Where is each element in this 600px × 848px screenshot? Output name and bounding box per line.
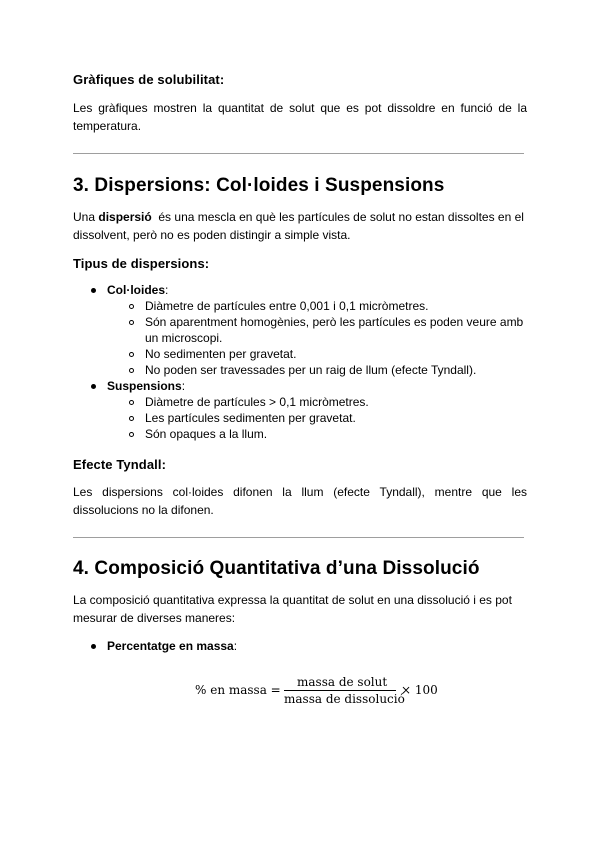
- section-4-title: 4. Composició Quantitativa d’una Dissolució: [73, 558, 480, 579]
- solubility-heading: Gràfiques de solubilitat:: [73, 72, 225, 87]
- divider: [73, 153, 524, 154]
- suspensions-item: Les partícules sedimenten per gravetat.: [145, 411, 356, 425]
- suspensions-label: Suspensions:: [107, 379, 186, 393]
- colloids-item: No sedimenten per gravetat.: [145, 347, 297, 361]
- colloids-item: Diàmetre de partícules entre 0,001 i 0,1 micròmetres.: [145, 299, 429, 313]
- sub-bullet: [129, 320, 134, 325]
- formula-factor: × 100: [401, 683, 438, 697]
- term-dispersio: dispersió: [98, 210, 152, 224]
- bullet-dot: [91, 384, 96, 389]
- suspensions-item: Diàmetre de partícules > 0,1 micròmetres.: [145, 395, 369, 409]
- sub-bullet: [129, 432, 134, 437]
- formula-lhs: % en massa =: [195, 683, 281, 697]
- bullet-dot: [91, 288, 96, 293]
- tyndall-text: Les dispersions col·loides difonen la llum (efecte Tyndall), mentre que les dissolucions no la difonen.: [73, 485, 527, 517]
- bullet-dot: [91, 644, 96, 649]
- tyndall-heading: Efecte Tyndall:: [73, 457, 167, 472]
- formula-denominator: massa de dissolució: [284, 692, 405, 706]
- sub-bullet: [129, 304, 134, 309]
- fraction-bar: [284, 690, 396, 691]
- colloids-item: Són aparentment homogènies, però les partícules es poden veure amb un microscopi.: [145, 315, 524, 345]
- formula-numerator: massa de solut: [297, 675, 388, 689]
- sub-bullet: [129, 416, 134, 421]
- divider: [73, 537, 524, 538]
- colloids-item: No poden ser travessades per un raig de llum (efecte Tyndall).: [145, 363, 477, 377]
- colloids-label: Col·loides:: [107, 283, 169, 297]
- section-3-intro: Una dispersió és una mescla en què les partícules de solut no estan dissoltes en el dissolvent, però no es poden distingir a simple vista.: [73, 210, 528, 242]
- sub-bullet: [129, 368, 134, 373]
- section-4-intro: La composició quantitativa expressa la quantitat de solut en una dissolució i es pot mesurar de diverses maneres:: [73, 593, 512, 625]
- section-3-title: 3. Dispersions: Col·loides i Suspensions: [73, 175, 445, 196]
- sub-bullet: [129, 400, 134, 405]
- solubility-text: Les gràfiques mostren la quantitat de solut que es pot dissoldre en funció de la temperatura.: [73, 101, 527, 133]
- suspensions-item: Són opaques a la llum.: [145, 427, 268, 441]
- dispersion-types-heading: Tipus de dispersions:: [73, 256, 210, 271]
- sub-bullet: [129, 352, 134, 357]
- mass-percentage-label: Percentatge en massa:: [107, 639, 238, 653]
